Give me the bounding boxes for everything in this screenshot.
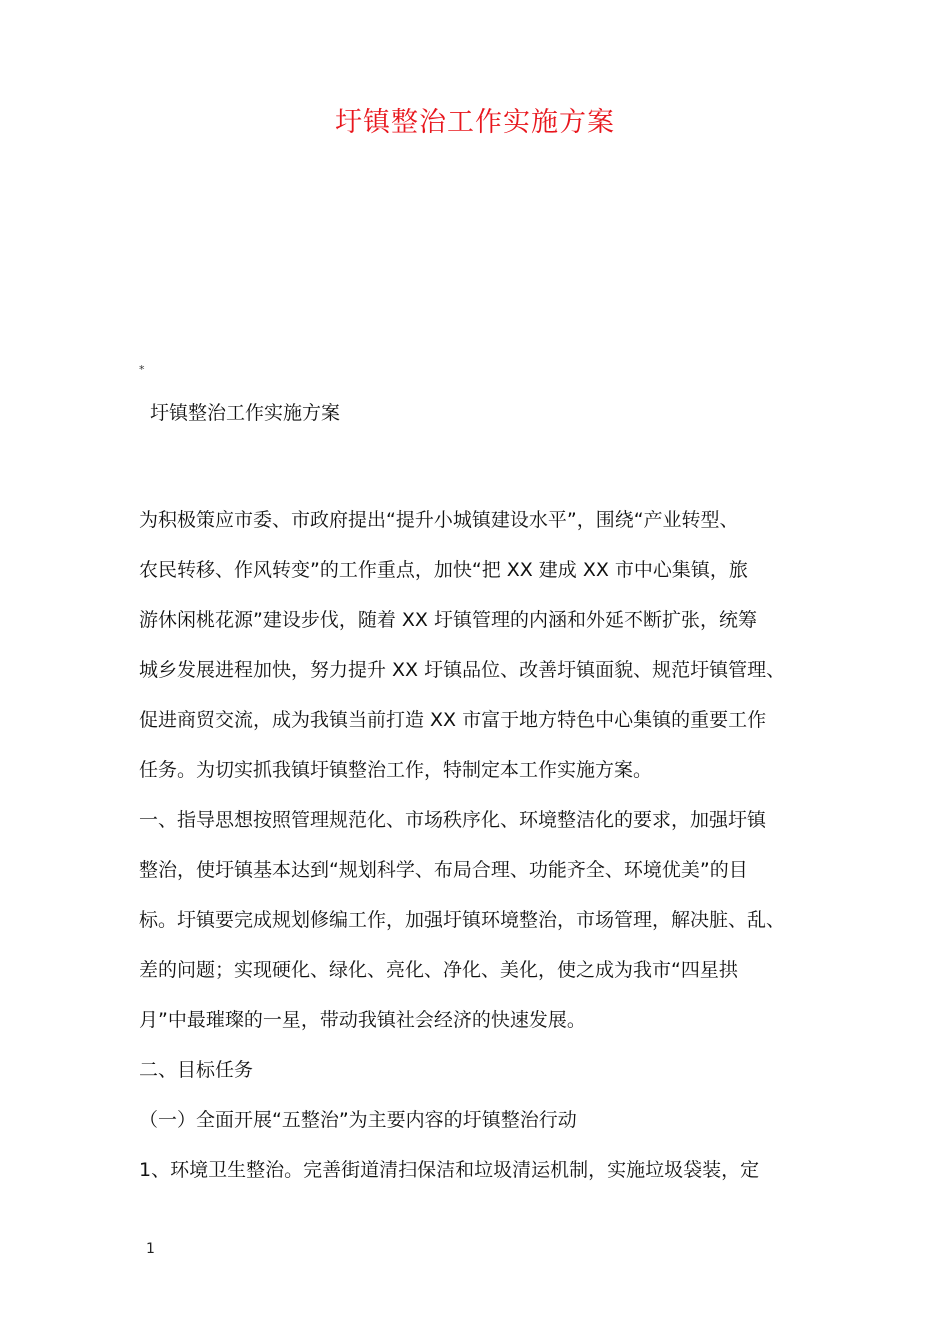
subsection-heading: （一）全面开展“五整治”为主要内容的圩镇整治行动 — [139, 1109, 577, 1131]
list-item: 1、环境卫生整治。完善街道清扫保洁和垃圾清运机制，实施垃圾袋装，定 — [139, 1159, 760, 1181]
body-line: 促进商贸交流，成为我镇当前打造 XX 市富于地方特色中心集镇的重要工作 — [139, 709, 767, 731]
document-body — [139, 495, 839, 1195]
section-heading-goals: 二、目标任务 — [139, 1059, 254, 1081]
page-number: 1 — [146, 1241, 155, 1257]
document-subtitle: 圩镇整治工作实施方案 — [150, 402, 341, 424]
body-line: 游休闲桃花源”建设步伐，随着 XX 圩镇管理的内涵和外延不断扩张，统筹 — [139, 609, 757, 631]
body-line: 为积极策应市委、市政府提出“提升小城镇建设水平”，围绕“产业转型、 — [139, 509, 739, 531]
body-line: 农民转移、作风转变”的工作重点，加快“把 XX 建成 XX 市中心集镇，旅 — [139, 559, 748, 581]
asterisk-marker: * — [139, 363, 145, 376]
body-line: 差的问题；实现硬化、绿化、亮化、净化、美化，使之成为我市“四星拱 — [139, 959, 738, 981]
document-title: 圩镇整治工作实施方案 — [335, 107, 615, 138]
body-line: 整治，使圩镇基本达到“规划科学、布局合理、功能齐全、环境优美”的目 — [139, 859, 748, 881]
body-line: 标。圩镇要完成规划修编工作，加强圩镇环境整治，市场管理，解决脏、乱、 — [139, 909, 786, 931]
body-line: 月”中最璀璨的一星，带动我镇社会经济的快速发展。 — [139, 1009, 586, 1031]
section-heading-guiding-ideology: 一、指导思想按照管理规范化、市场秩序化、环境整洁化的要求，加强圩镇 — [139, 809, 767, 831]
body-line: 城乡发展进程加快，努力提升 XX 圩镇品位、改善圩镇面貌、规范圩镇管理、 — [139, 659, 786, 681]
body-line: 任务。为切实抓我镇圩镇整治工作，特制定本工作实施方案。 — [139, 759, 653, 781]
